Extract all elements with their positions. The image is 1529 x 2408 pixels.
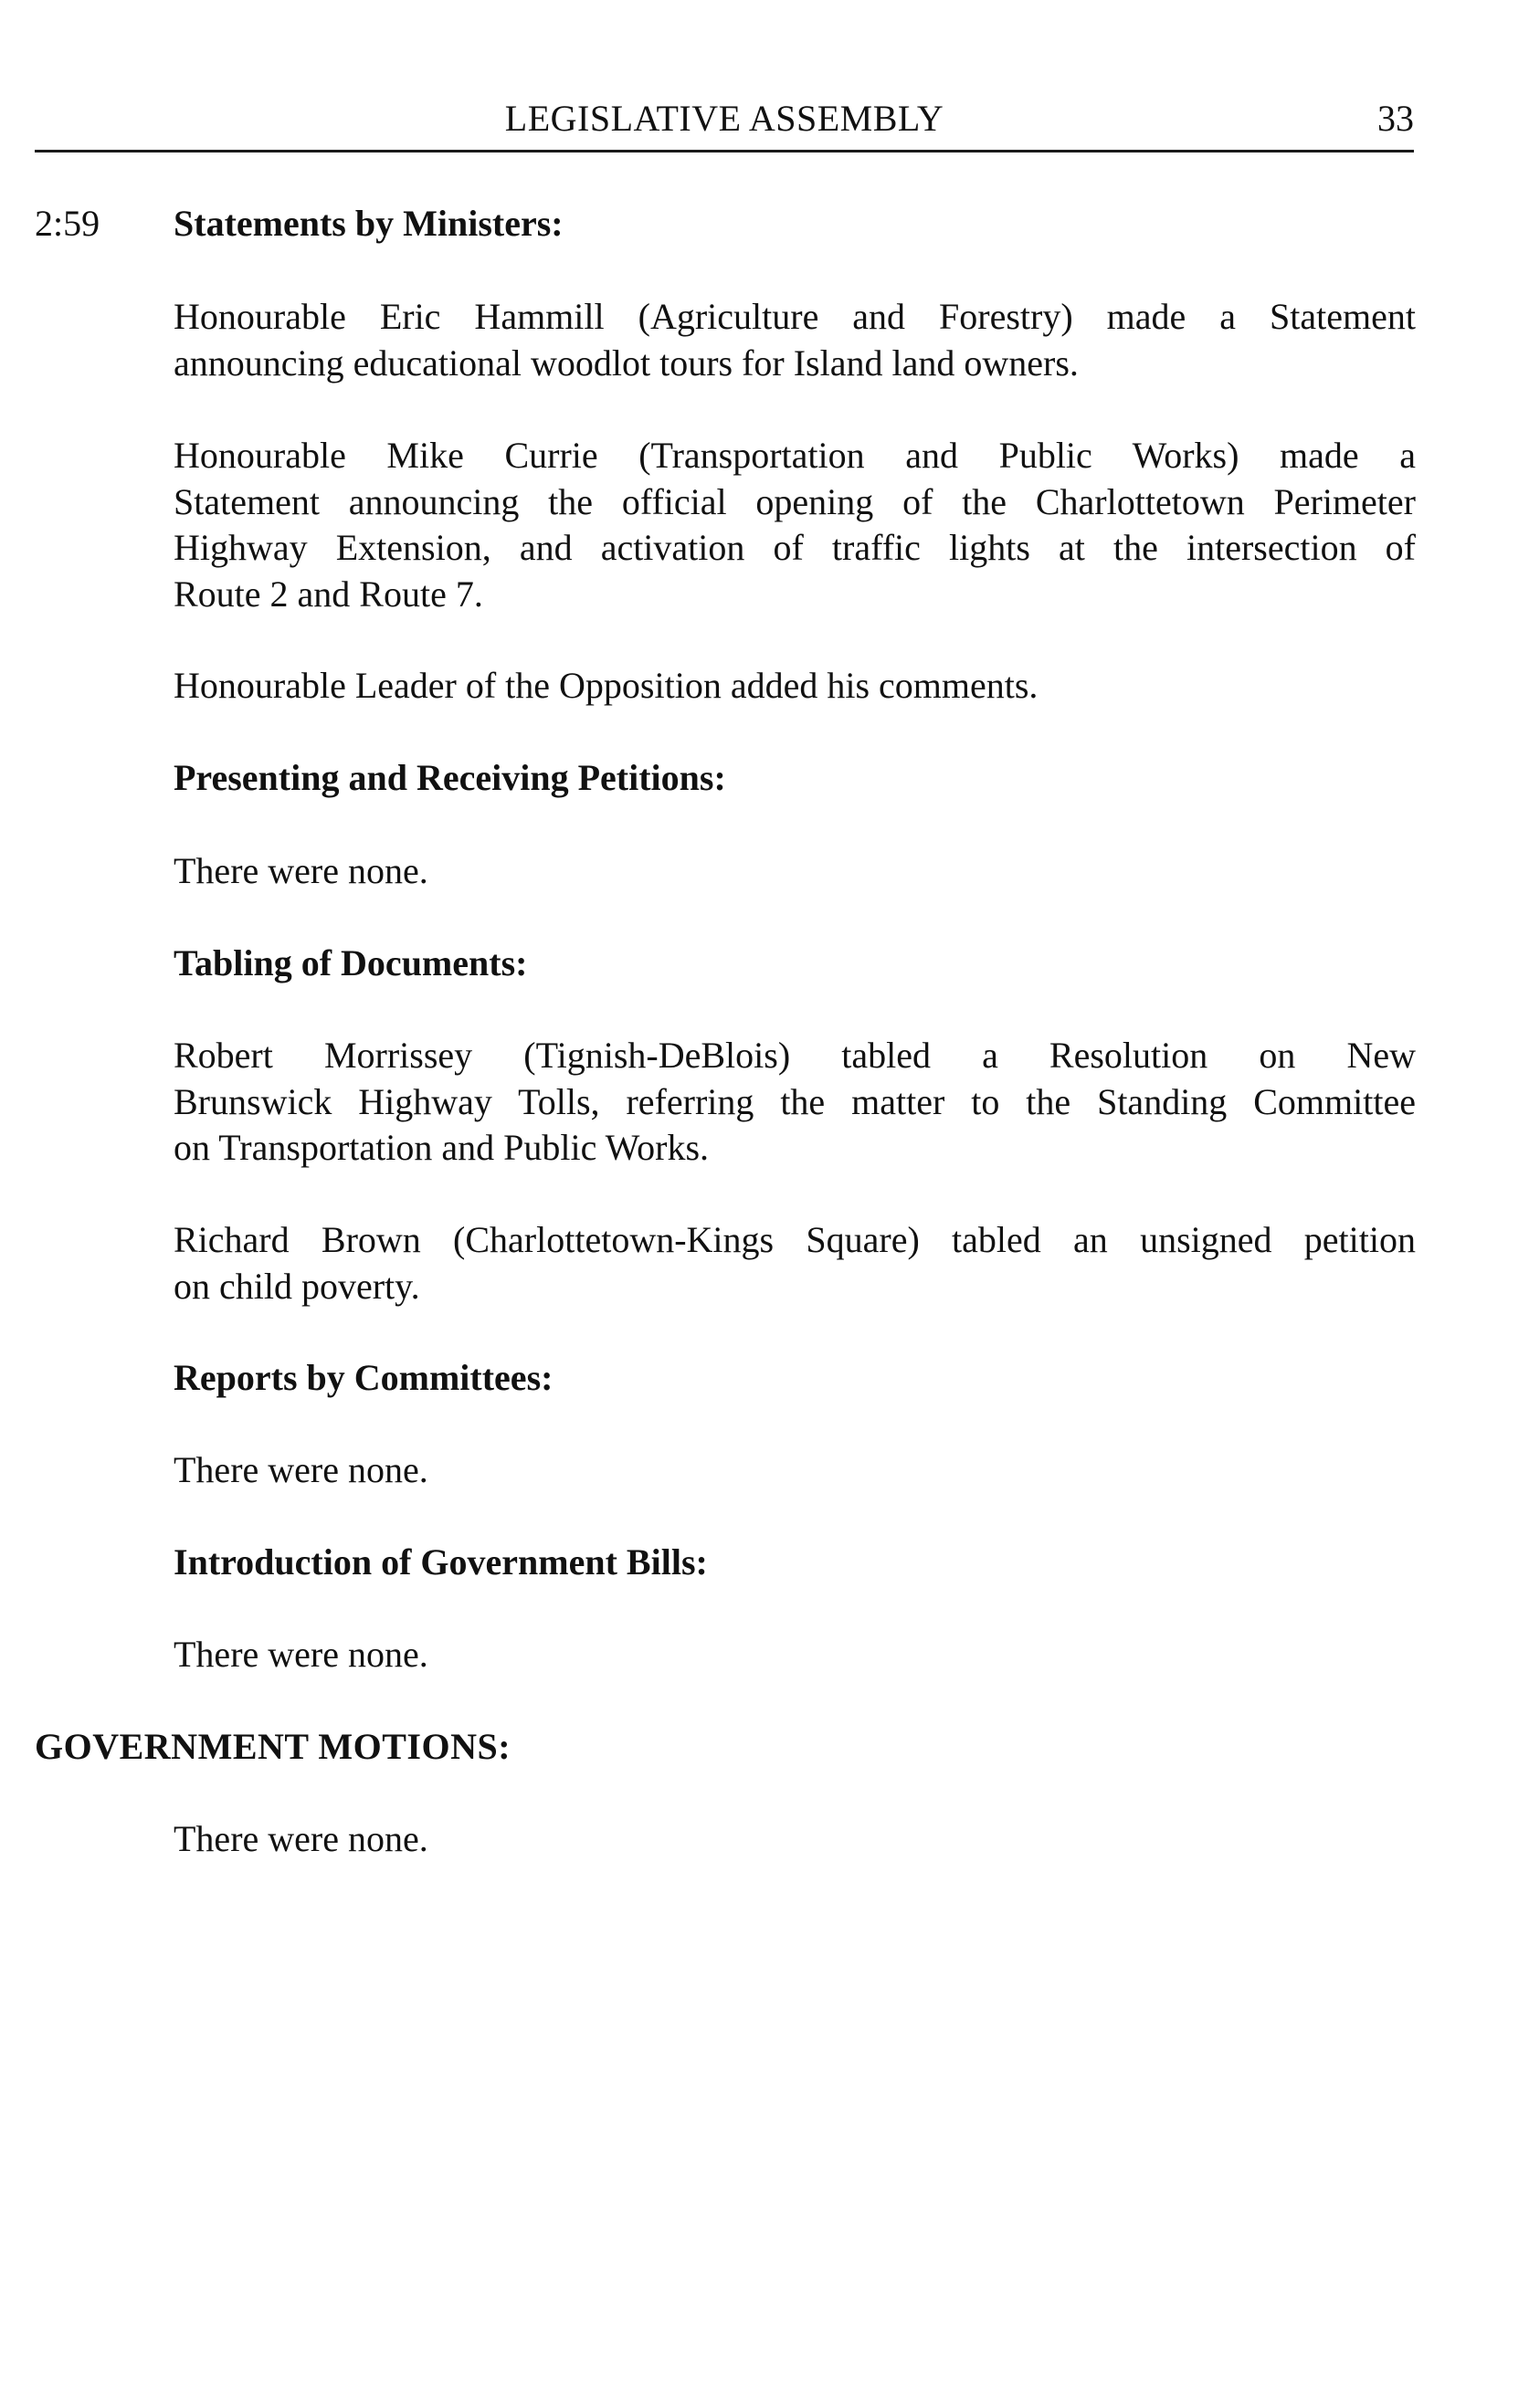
paragraph-opposition-comments xyxy=(174,663,1416,710)
paragraph-line: on Transportation and Public Works. xyxy=(174,1127,710,1168)
header-title: LEGISLATIVE ASSEMBLY xyxy=(504,98,944,139)
paragraph-line: There were none. xyxy=(174,1818,428,1859)
heading-tabling-of-documents: Tabling of Documents: xyxy=(174,942,528,983)
heading-government-bills: Introduction of Government Bills: xyxy=(174,1541,708,1583)
page-header xyxy=(35,95,1414,152)
paragraph-line: There were none. xyxy=(174,1449,428,1490)
paragraph-committees-none xyxy=(174,1447,1416,1494)
paragraph-hammill-statement xyxy=(174,294,1416,386)
paragraph-line: on child poverty. xyxy=(174,1265,420,1307)
heading-statements-by-ministers: Statements by Ministers: xyxy=(174,203,564,244)
paragraph-petitions-none xyxy=(174,848,1416,895)
paragraph-line: Richard Brown (Charlottetown-Kings Square) tabled an unsigned petition xyxy=(174,1219,1416,1260)
heading-petitions: Presenting and Receiving Petitions: xyxy=(174,757,726,798)
paragraph-line: Statement announcing the official opening of the Charlottetown Perimeter xyxy=(174,480,1416,522)
paragraph-line: There were none. xyxy=(174,850,428,891)
paragraph-line: Honourable Leader of the Opposition added his comments. xyxy=(174,665,1039,706)
paragraph-line: Route 2 and Route 7. xyxy=(174,573,483,615)
paragraph-line: There were none. xyxy=(174,1634,428,1675)
paragraph-motions-none xyxy=(174,1816,1416,1863)
paragraph-line: Highway Extension, and activation of traffic lights at the intersection of xyxy=(174,527,1416,568)
page-number: 33 xyxy=(1377,98,1414,139)
paragraph-line: Honourable Eric Hammill (Agriculture and Forestry) made a Statement xyxy=(174,296,1416,337)
paragraph-line: Honourable Mike Currie (Transportation and Public Works) made a xyxy=(174,435,1416,476)
paragraph-brown-petition xyxy=(174,1217,1416,1309)
paragraph-bills-none xyxy=(174,1632,1416,1678)
paragraph-line: Brunswick Highway Tolls, referring the matter to the Standing Committee xyxy=(174,1080,1416,1122)
paragraph-line: Robert Morrissey (Tignish-DeBlois) tabled a Resolution on New xyxy=(174,1035,1416,1076)
paragraph-line: announcing educational woodlot tours for Island land owners. xyxy=(174,342,1079,384)
paragraph-currie-statement xyxy=(174,433,1416,617)
time-stamp: 2:59 xyxy=(35,203,100,244)
heading-reports-by-committees: Reports by Committees: xyxy=(174,1357,554,1398)
heading-government-motions: GOVERNMENT MOTIONS: xyxy=(35,1726,511,1767)
paragraph-morrissey-resolution xyxy=(174,1033,1416,1172)
